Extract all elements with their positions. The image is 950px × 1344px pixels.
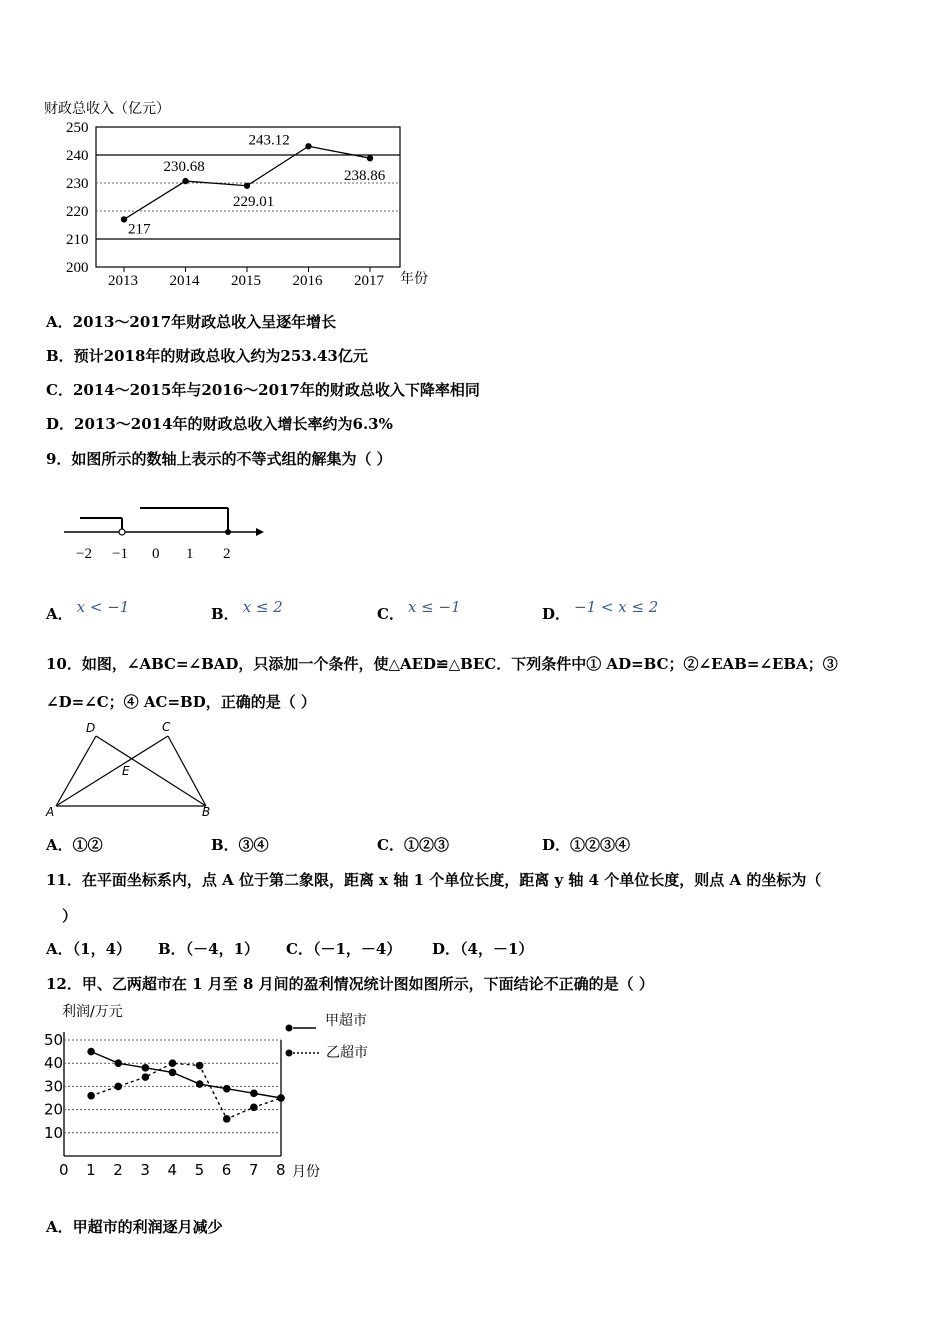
q9-option-c: C． x ≤ −1 — [377, 598, 461, 623]
profit-point-jia — [196, 1080, 204, 1088]
profit-x-tick: 5 — [194, 1161, 205, 1179]
q8-option-d: D．2013～2014年的财政总收入增长率约为6.3% — [46, 415, 393, 433]
revenue-point — [182, 178, 188, 184]
legend-marker-jia — [286, 1025, 293, 1032]
point-b-label: B — [202, 805, 211, 819]
revenue-y-tick: 230 — [66, 176, 89, 192]
profit-point-jia — [142, 1064, 150, 1072]
profit-point-yi — [87, 1092, 95, 1100]
profit-point-yi — [114, 1083, 122, 1091]
q10-stem-line2: ∠D=∠C；④ AC=BD，正确的是（ ） — [46, 693, 316, 711]
profit-y-tick: 20 — [44, 1100, 64, 1119]
q8-option-a: A．2013～2017年财政总收入呈逐年增长 — [46, 313, 337, 331]
revenue-x-tick: 2016 — [292, 273, 323, 289]
profit-point-jia — [250, 1090, 258, 1098]
revenue-point — [367, 155, 373, 161]
revenue-point — [305, 143, 311, 149]
triangle-figure — [40, 718, 230, 822]
revenue-x-tick: 2013 — [108, 273, 138, 289]
revenue-y-tick: 240 — [66, 148, 89, 164]
profit-y-tick: 10 — [44, 1123, 64, 1142]
revenue-y-tick: 220 — [66, 204, 89, 220]
revenue-data-label: 217 — [128, 221, 151, 238]
revenue-x-tick: 2017 — [354, 273, 384, 289]
profit-point-jia — [114, 1059, 122, 1067]
profit-point-yi — [196, 1062, 204, 1070]
point-e-label: E — [122, 764, 130, 778]
q11-option-c: C．（－1，－4） — [286, 940, 402, 958]
profit-point-yi — [277, 1094, 285, 1102]
q10-stem-line1: 10．如图，∠ABC=∠BAD，只添加一个条件，使△AED≌△BEC．下列条件中① AD=BC；②∠EAB=∠EBA；③ — [46, 655, 838, 673]
number-line-label: −2 — [76, 546, 92, 562]
q8-option-c: C．2014～2015年与2016～2017年的财政总收入下降率相同 — [46, 381, 480, 399]
number-line-label: 0 — [152, 546, 160, 562]
profit-point-yi — [250, 1103, 258, 1111]
profit-point-yi — [223, 1115, 231, 1123]
revenue-y-tick: 210 — [66, 232, 89, 248]
number-line-label: −1 — [112, 546, 128, 562]
profit-point-jia — [169, 1069, 177, 1077]
revenue-point — [244, 183, 250, 189]
profit-x-tick: 4 — [167, 1161, 178, 1179]
q9-option-a: A． x < −1 — [46, 598, 130, 623]
revenue-y-tick: 250 — [66, 120, 89, 136]
profit-y-tick: 40 — [44, 1054, 64, 1073]
number-line-label: 2 — [223, 546, 231, 562]
q12-stem: 12．甲、乙两超市在 1 月至 8 月间的盈利情况统计图如图所示，下面结论不正确的是（ ） — [46, 975, 654, 993]
q11-stem-line1: 11．在平面坐标系内，点 A 位于第二象限，距离 x 轴 1 个单位长度，距离 y 轴 4 个单位长度，则点 A 的坐标为（ — [46, 871, 822, 889]
q8-option-b: B．预计2018年的财政总收入约为253.43亿元 — [46, 347, 368, 365]
q9-stem: 9．如图所示的数轴上表示的不等式组的解集为（ ） — [46, 450, 392, 468]
revenue-data-label: 238.86 — [344, 168, 386, 185]
profit-x-tick: 3 — [140, 1161, 150, 1179]
revenue-chart — [40, 95, 460, 295]
profit-origin-label: 0 — [59, 1161, 69, 1179]
point-d-label: D — [86, 721, 96, 735]
revenue-y-tick: 200 — [66, 260, 89, 276]
profit-y-tick: 30 — [44, 1077, 64, 1096]
q10-option-b: B．③④ — [211, 836, 269, 854]
number-line — [60, 500, 280, 570]
profit-x-tick: 8 — [276, 1161, 286, 1179]
q11-stem-line2: ） — [62, 907, 78, 925]
profit-x-tick: 2 — [113, 1161, 123, 1179]
point-a-label: A — [46, 805, 55, 819]
legend-label-jia: 甲超市 — [325, 1013, 367, 1029]
legend-label-yi: 乙超市 — [326, 1045, 368, 1061]
profit-chart-xlabel: 月份 — [292, 1164, 320, 1180]
q9-option-d: D． −1 < x ≤ 2 — [542, 598, 659, 623]
revenue-data-label: 243.12 — [248, 132, 290, 149]
profit-chart-ylabel: 利润/万元 — [62, 1004, 123, 1020]
q10-option-a: A．①② — [46, 836, 103, 854]
revenue-x-tick: 2015 — [231, 273, 261, 289]
revenue-chart-xlabel: 年份 — [400, 271, 428, 287]
profit-x-tick: 6 — [221, 1161, 232, 1179]
q11-option-b: B．（－4，1） — [158, 940, 260, 958]
q10-option-d: D．①②③④ — [542, 836, 631, 854]
profit-chart — [40, 998, 400, 1188]
profit-point-jia — [223, 1085, 231, 1093]
profit-point-yi — [169, 1059, 177, 1067]
profit-point-yi — [142, 1073, 150, 1081]
q11-option-a: A．（1，4） — [46, 940, 132, 958]
revenue-point — [121, 216, 127, 222]
q9-option-b: B． x ≤ 2 — [211, 598, 283, 623]
q12-option-a: A．甲超市的利润逐月减少 — [46, 1218, 223, 1236]
point-c-label: C — [162, 720, 171, 734]
legend-marker-yi — [286, 1050, 293, 1057]
number-line-label: 1 — [186, 546, 194, 562]
profit-x-tick: 1 — [86, 1161, 96, 1179]
profit-point-jia — [87, 1048, 95, 1056]
revenue-data-label: 229.01 — [233, 193, 275, 210]
revenue-x-tick: 2014 — [169, 273, 200, 289]
q11-option-d: D．（4，－1） — [432, 940, 534, 958]
revenue-data-label: 230.68 — [163, 159, 205, 176]
profit-x-tick: 7 — [248, 1161, 259, 1179]
revenue-chart-ylabel: 财政总收入（亿元） — [44, 101, 170, 117]
profit-y-tick: 50 — [44, 1031, 64, 1049]
q10-option-c: C．①②③ — [377, 836, 449, 854]
